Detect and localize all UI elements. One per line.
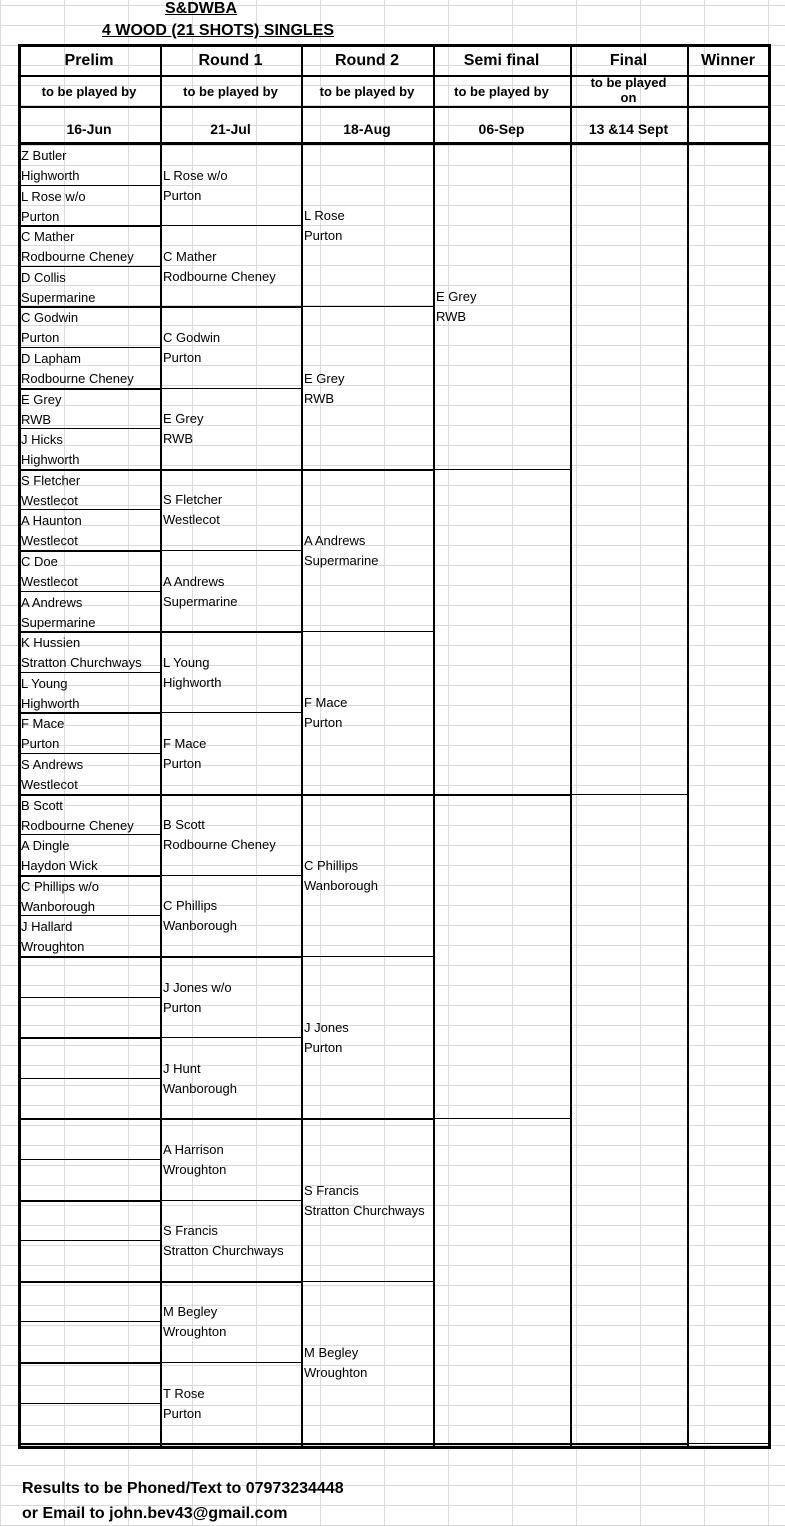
round2-slot-line (301, 956, 433, 957)
prelim-player-club: Wanborough (21, 899, 95, 914)
round1-slot-line (160, 469, 301, 471)
round1-player-name: S Francis (163, 1223, 218, 1238)
prelim-player-name: S Andrews (21, 757, 84, 772)
round1-slot-line (160, 225, 301, 226)
round2-player-club: Stratton Churchways (304, 1203, 425, 1218)
round1-slot-line (160, 875, 301, 876)
round2-slot-line (301, 1281, 433, 1282)
final-slot-line (570, 1443, 687, 1445)
round1-slot-line (160, 388, 301, 389)
prelim-slot-line (18, 1281, 160, 1283)
round1-slot-line (160, 956, 301, 958)
round-date: 18-Aug (343, 121, 391, 137)
round1-player-club: Westlecot (163, 512, 220, 527)
prelim-player-name: C Doe (21, 554, 58, 569)
prelim-slot-line (18, 1443, 160, 1445)
play-by-label: to be played by (319, 84, 415, 99)
round1-slot-line (160, 1362, 301, 1363)
prelim-player-name: J Hallard (21, 919, 73, 934)
round2-player-club: RWB (304, 391, 335, 406)
prelim-player-club: Westlecot (21, 777, 78, 792)
round1-slot-line (160, 550, 301, 551)
round1-player-club: Supermarine (163, 594, 238, 609)
prelim-slot-line (18, 1321, 160, 1322)
round-date: 21-Jul (210, 121, 251, 137)
prelim-player-name: L Young (21, 676, 68, 691)
prelim-player-club: Rodbourne Cheney (21, 818, 134, 833)
semi-slot-line (433, 1443, 570, 1445)
prelim-player-name: C Mather (21, 229, 75, 244)
prelim-player-club: Supermarine (21, 615, 96, 630)
prelim-player-name: Z Butler (21, 148, 67, 163)
round1-player-name: A Andrews (163, 574, 225, 589)
column-label: Round 2 (335, 52, 399, 69)
column-label: Prelim (64, 52, 114, 69)
prelim-slot-line (18, 1362, 160, 1364)
round-date: 16-Jun (66, 121, 112, 137)
prelim-player-club: Highworth (21, 452, 80, 467)
round1-player-name: L Rose w/o (163, 168, 228, 183)
round1-player-name: C Godwin (163, 330, 221, 345)
prelim-slot-line (18, 1078, 160, 1079)
prelim-player-club: RWB (21, 412, 52, 427)
semi-slot-line (433, 794, 570, 796)
prelim-player-name: A Andrews (21, 595, 83, 610)
semi-slot-line (433, 469, 570, 470)
prelim-player-name: D Lapham (21, 351, 81, 366)
prelim-player-name: A Dingle (21, 838, 70, 853)
prelim-player-name: F Mace (21, 716, 65, 731)
round2-player-club: Supermarine (304, 553, 379, 568)
round1-slot-line (160, 712, 301, 713)
prelim-slot-line (18, 997, 160, 998)
round2-player-club: Wanborough (304, 878, 378, 893)
round-date: 06-Sep (478, 121, 525, 137)
column-divider-4 (570, 44, 572, 1449)
round1-player-club: Purton (163, 1406, 202, 1421)
prelim-slot-line (18, 1403, 160, 1404)
round1-player-club: Rodbourne Cheney (163, 269, 276, 284)
org-title: S&DWBA (165, 0, 237, 17)
prelim-player-name: C Phillips w/o (21, 879, 100, 894)
prelim-player-club: Westlecot (21, 574, 78, 589)
round1-player-club: RWB (163, 431, 194, 446)
round1-player-club: Wanborough (163, 1081, 237, 1096)
round1-player-name: L Young (163, 655, 210, 670)
prelim-player-club: Supermarine (21, 290, 96, 305)
round1-slot-line (160, 1118, 301, 1120)
prelim-slot-line (18, 1200, 160, 1202)
round2-player-name: E Grey (304, 371, 345, 386)
round2-slot-line (301, 469, 433, 471)
semi-player-club: RWB (436, 309, 467, 324)
prelim-slot-line (18, 1159, 160, 1160)
prelim-player-club: Purton (21, 736, 60, 751)
round-date: 13 &14 Sept (588, 121, 669, 137)
column-label: Final (609, 52, 648, 69)
round2-player-name: J Jones (304, 1020, 349, 1035)
prelim-player-name: J Hicks (21, 432, 63, 447)
round1-slot-line (160, 1037, 301, 1038)
round1-player-name: J Hunt (163, 1061, 201, 1076)
prelim-player-name: K Hussien (21, 635, 81, 650)
round1-slot-line (160, 1281, 301, 1283)
round1-slot-line (160, 1200, 301, 1201)
column-label: Winner (700, 52, 756, 69)
prelim-player-club: Purton (21, 209, 60, 224)
round2-player-name: F Mace (304, 695, 348, 710)
column-divider-1 (160, 44, 162, 1449)
prelim-player-club: Purton (21, 330, 60, 345)
round1-player-club: Wanborough (163, 918, 237, 933)
round2-slot-line (301, 794, 433, 796)
round1-slot-line (160, 794, 301, 796)
round1-player-club: Wroughton (163, 1162, 227, 1177)
prelim-player-club: Highworth (21, 696, 80, 711)
round1-slot-line (160, 1443, 301, 1445)
prelim-player-club: Westlecot (21, 493, 78, 508)
prelim-player-club: Westlecot (21, 533, 78, 548)
round1-player-name: A Harrison (163, 1142, 224, 1157)
frame-bottom (18, 1446, 770, 1449)
round2-slot-line (301, 1118, 433, 1120)
round1-player-club: Stratton Churchways (163, 1243, 284, 1258)
round2-slot-line (301, 306, 433, 307)
round2-player-name: L Rose (304, 208, 345, 223)
round2-player-name: C Phillips (304, 858, 359, 873)
prelim-player-club: Wroughton (21, 939, 85, 954)
prelim-player-name: B Scott (21, 798, 63, 813)
round1-player-name: C Mather (163, 249, 217, 264)
prelim-player-club: Highworth (21, 168, 80, 183)
round2-player-club: Wroughton (304, 1365, 368, 1380)
column-divider-6 (768, 44, 771, 1449)
prelim-slot-line (18, 1118, 160, 1120)
final-slot-line (570, 794, 687, 795)
play-by-label: to be played by (183, 84, 278, 99)
round1-player-club: Highworth (163, 675, 222, 690)
round2-player-club: Purton (304, 1040, 343, 1055)
round1-player-name: M Begley (163, 1304, 218, 1319)
competition-title: 4 WOOD (21 SHOTS) SINGLES (102, 22, 335, 39)
phone-instruction: Results to be Phoned/Text to 07973234448 (22, 1480, 344, 1497)
round1-slot-line (160, 631, 301, 633)
round1-player-name: T Rose (163, 1386, 205, 1401)
column-divider-3 (433, 44, 435, 1449)
round2-slot-line (301, 631, 433, 632)
prelim-player-club: Haydon Wick (21, 858, 98, 873)
prelim-player-name: C Godwin (21, 310, 79, 325)
round1-player-name: J Jones w/o (163, 980, 232, 995)
prelim-slot-line (18, 1240, 160, 1241)
round2-player-name: S Francis (304, 1183, 359, 1198)
winner-slot-line (687, 1443, 769, 1444)
prelim-player-club: Stratton Churchways (21, 655, 142, 670)
play-by-label: to be played by (454, 84, 549, 99)
semi-slot-line (433, 1118, 570, 1119)
round1-slot-line (160, 306, 301, 308)
round1-player-name: C Phillips (163, 898, 218, 913)
column-label: Semi final (463, 52, 540, 69)
round2-slot-line (301, 1443, 433, 1445)
play-by-label: to be played on (590, 75, 667, 105)
round1-player-club: Purton (163, 756, 202, 771)
column-divider-5 (687, 44, 689, 1449)
column-divider-2 (301, 44, 303, 1449)
prelim-player-club: Rodbourne Cheney (21, 249, 134, 264)
prelim-slot-line (18, 1037, 160, 1039)
prelim-player-club: Rodbourne Cheney (21, 371, 134, 386)
round1-player-name: B Scott (163, 817, 205, 832)
round1-player-name: F Mace (163, 736, 207, 751)
email-instruction: or Email to john.bev43@gmail.com (22, 1505, 288, 1522)
round1-player-club: Purton (163, 1000, 202, 1015)
prelim-player-name: E Grey (21, 392, 62, 407)
round1-player-club: Wroughton (163, 1324, 227, 1339)
round2-player-club: Purton (304, 228, 343, 243)
round1-player-club: Purton (163, 350, 202, 365)
draw-sheet (18, 44, 770, 1449)
round2-player-name: A Andrews (304, 533, 366, 548)
prelim-player-name: D Collis (21, 270, 66, 285)
prelim-player-name: L Rose w/o (21, 189, 86, 204)
round2-player-club: Purton (304, 715, 343, 730)
header-divider-2 (18, 106, 770, 108)
play-by-label: to be played by (41, 84, 137, 99)
header-divider-3 (18, 142, 770, 145)
prelim-player-name: A Haunton (21, 513, 82, 528)
round1-player-name: S Fletcher (163, 492, 223, 507)
round1-player-club: Purton (163, 188, 202, 203)
round1-player-name: E Grey (163, 411, 204, 426)
round1-player-club: Rodbourne Cheney (163, 837, 276, 852)
prelim-player-name: S Fletcher (21, 473, 81, 488)
semi-player-name: E Grey (436, 289, 477, 304)
round2-player-name: M Begley (304, 1345, 359, 1360)
frame-top (18, 44, 770, 47)
column-label: Round 1 (198, 52, 263, 69)
